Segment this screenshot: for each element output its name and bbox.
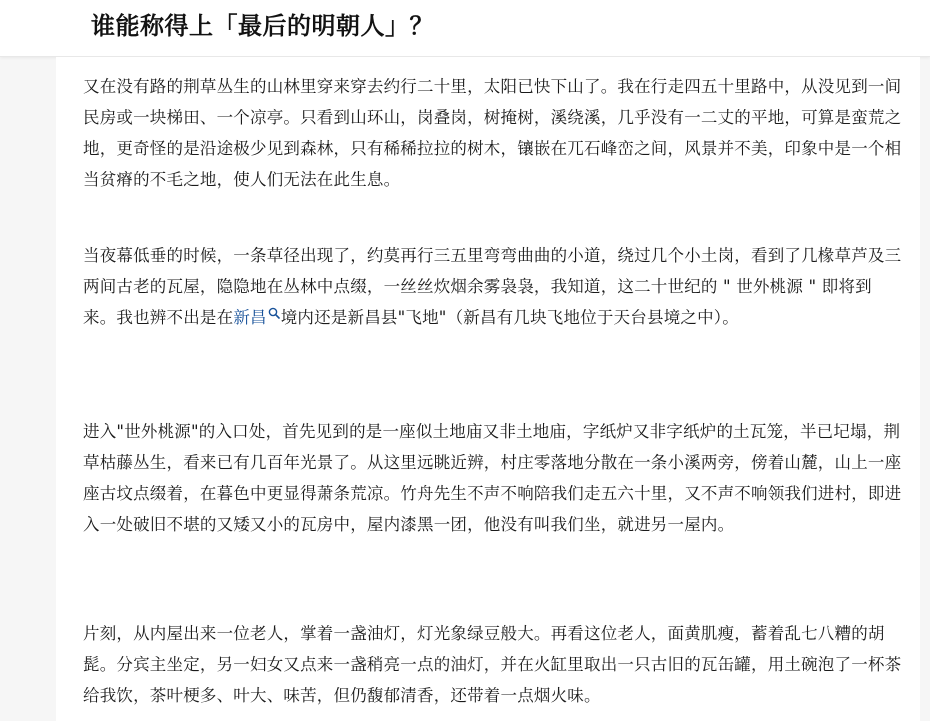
page-header — [0, 0, 930, 57]
keyword-link-label[interactable]: 新昌 — [233, 308, 267, 327]
paragraph-4: 片刻，从内屋出来一位老人，掌着一盏油灯，灯光象绿豆般大。再看这位老人，面黄肌瘦，蓄着乱七八糟的胡髭。分宾主坐定，另一妇女又点来一盏稍亮一点的油灯，并在火缸里取出一只古旧的瓦缶罐，用土碗泡了一杯茶给我饮，茶叶梗多、叶大、味苦，但仍馥郁清香，还带着一点烟火味。 — [83, 624, 902, 705]
paragraph-2 — [83, 240, 903, 333]
question-title[interactable]: 谁能称得上「最后的明朝人」？ — [91, 12, 434, 40]
paragraph-1: 又在没有路的荆草丛生的山林里穿来穿去约行二十里，太阳已快下山了。我在行走四五十里路中，从没见到一间民房或一块梯田、一个凉亭。只看到山环山，岗叠岗，树掩树，溪绕溪，几乎没有一二丈的平地，可算是蛮荒之地，更奇怪的是沿途极少见到森林，只有稀稀拉拉的树木，镶嵌在兀石峰峦之间，风景并不美，印象中是一个相当贫瘠的不毛之地，使人们无法在此生息。 — [83, 77, 902, 189]
keyword-link-xinchang[interactable] — [233, 308, 280, 327]
search-icon[interactable] — [268, 307, 280, 319]
answer-content — [56, 57, 920, 721]
paragraph-2-text-after: 境内还是新昌县"飞地"（新昌有几块飞地位于天台县境之中）。 — [280, 308, 739, 327]
paragraph-2-text-before: 当夜幕低垂的时候，一条草径出现了，约莫再行三五里弯弯曲曲的小道，绕过几个小土岗，看到了几椽草芦及三两间古老的瓦屋，隐隐地在丛林中点缀，一丝丝炊烟余雾袅袅，我知道，这二十世纪的 " 世外桃源 " 即将到来。我也辨不出是在 — [83, 246, 902, 327]
paragraph-3: 进入"世外桃源"的入口处，首先见到的是一座似土地庙又非土地庙，字纸炉又非字纸炉的土瓦笼，半已圮塌，荆草枯藤丛生，看来已有几百年光景了。从这里远眺近辨，村庄零落地分散在一条小溪两旁，傍着山麓，山上一座座古坟点缀着，在暮色中更显得萧条荒凉。竹舟先生不声不响陪我们走五六十里，又不声不响领我们进村，即进入一处破旧不堪的又矮又小的瓦房中，屋内漆黑一团，他没有叫我们坐，就进另一屋内。 — [83, 422, 902, 534]
